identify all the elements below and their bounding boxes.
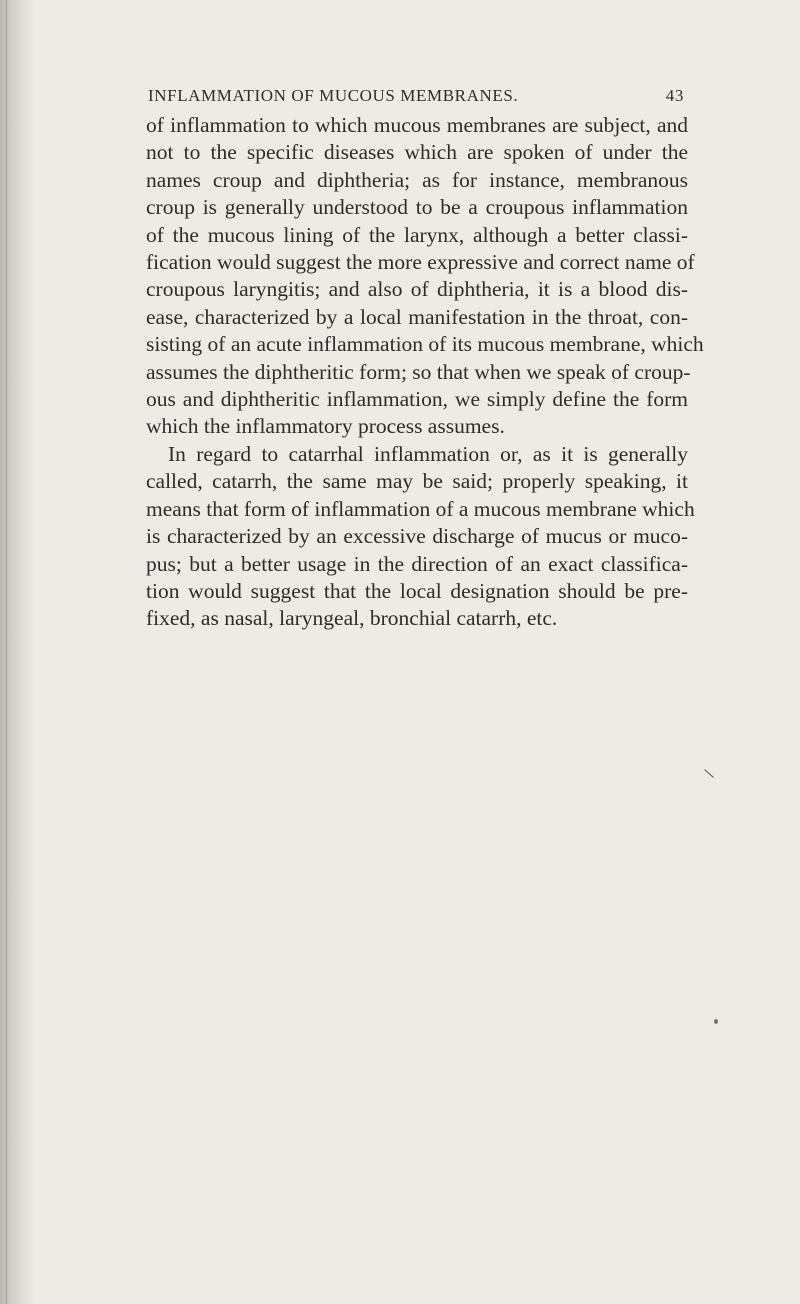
- text-line: assumes the diphtheritic form; so that when we speak of croup-: [146, 359, 691, 384]
- stray-pencil-mark: [704, 769, 714, 778]
- text-line: means that form of inflammation of a mucous membrane which: [146, 496, 695, 521]
- text-line: ease, characterized by a local manifestation in the throat, con-: [146, 304, 688, 329]
- running-head-title: INFLAMMATION OF MUCOUS MEMBRANES.: [148, 86, 519, 105]
- text-line: pus; but a better usage in the direction of an exact classifica-: [146, 551, 688, 576]
- page-number: 43: [665, 86, 684, 105]
- text-line: is characterized by an excessive discharge of mucus or muco-: [146, 524, 688, 549]
- text-line: croup is generally understood to be a croupous inflammation: [146, 195, 688, 220]
- stray-ink-dot: [714, 1019, 718, 1024]
- paragraph-end-line: fixed, as nasal, laryngeal, bronchial catarrh, etc.: [146, 606, 558, 631]
- body-text: [146, 112, 704, 633]
- text-line: names croup and diphtheria; as for instance, membranous: [146, 167, 688, 192]
- text-line: croupous laryngitis; and also of diphtheria, it is a blood dis-: [146, 277, 688, 302]
- text-line: not to the specific diseases which are spoken of under the: [146, 140, 688, 165]
- text-line: ous and diphtheritic inflammation, we simply define the form: [146, 387, 688, 412]
- text-line: tion would suggest that the local designation should be pre-: [146, 578, 688, 603]
- text-line: fication would suggest the more expressive and correct name of: [146, 250, 695, 275]
- text-line: of the mucous lining of the larynx, although a better classi-: [146, 222, 688, 247]
- text-line: sisting of an acute inflammation of its mucous membrane, which: [146, 332, 704, 357]
- page-edge-line: [6, 0, 7, 1304]
- text-line: called, catarrh, the same may be said; properly speaking, it: [146, 469, 688, 494]
- paragraph-end-line: which the inflammatory process assumes.: [146, 414, 505, 439]
- paragraph-start-line: In regard to catarrhal inflammation or, as it is generally: [168, 441, 688, 466]
- text-line: of inflammation to which mucous membranes are subject, and: [146, 113, 688, 137]
- running-head: [148, 86, 684, 106]
